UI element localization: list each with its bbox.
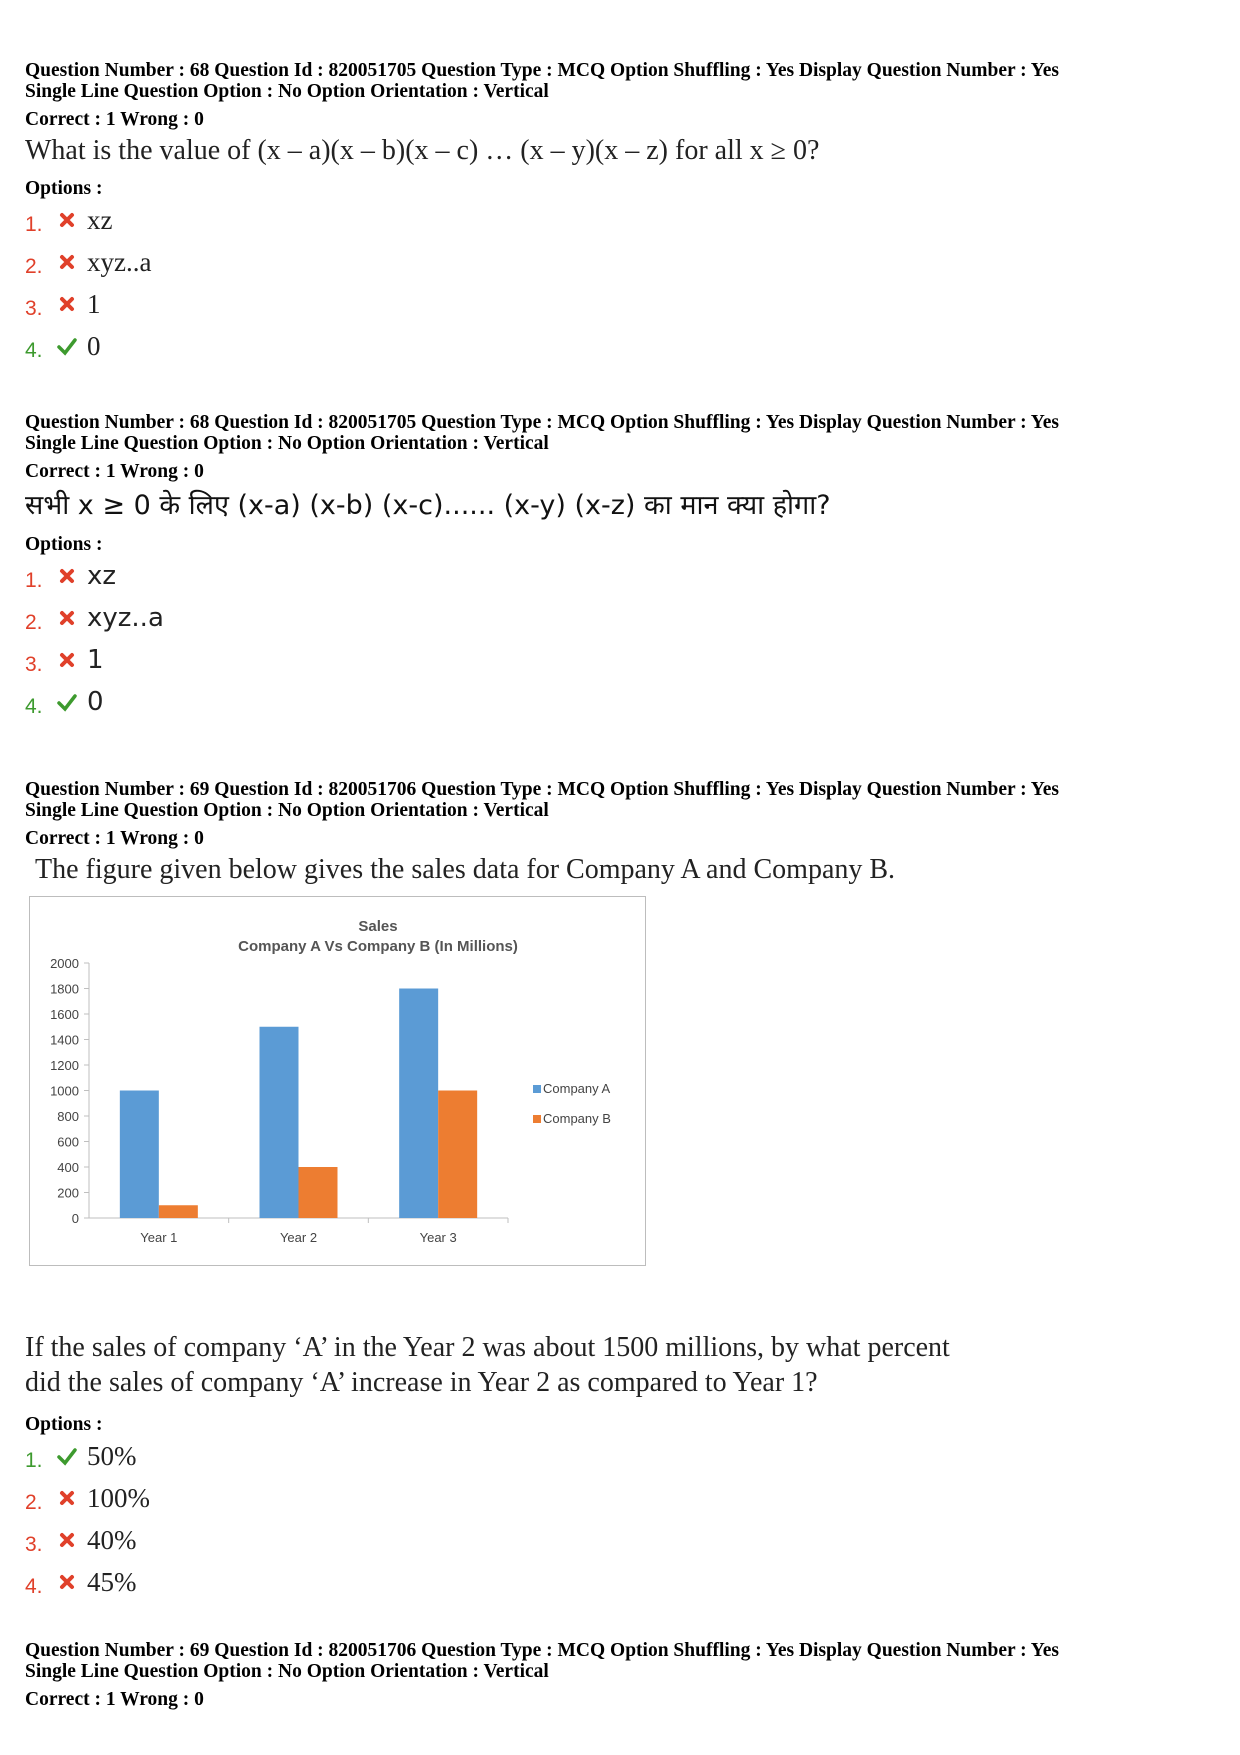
x-tick-label: Year 2 — [279, 1230, 318, 1245]
bar-company-b — [438, 1091, 477, 1219]
option-item — [25, 1435, 1215, 1477]
question-68-en — [25, 60, 1215, 367]
legend-swatch — [533, 1085, 541, 1093]
options-list — [25, 555, 1215, 723]
options-list — [25, 1435, 1215, 1603]
question-meta-2: Single Line Question Option : No Option Orientation : Vertical — [25, 433, 549, 454]
question-meta: Question Number : 69 Question Id : 820051706 Question Type : MCQ Option Shuffling : Yes Display Question Number : Yes — [25, 1640, 1059, 1661]
option-number: 3. — [25, 1533, 43, 1556]
y-tick-label: 800 — [57, 1109, 79, 1124]
option-number: 1. — [25, 569, 43, 592]
question-69-hi — [25, 1640, 1215, 1710]
bar-company-b — [159, 1205, 198, 1218]
cross-icon — [53, 210, 81, 230]
option-text: xz — [87, 561, 117, 591]
option-item — [25, 681, 1215, 723]
bar-company-a — [260, 1027, 299, 1218]
y-tick-label: 600 — [57, 1134, 79, 1150]
question-69-body — [25, 1330, 1215, 1603]
option-number: 4. — [25, 695, 43, 718]
x-tick-label: Year 1 — [140, 1230, 178, 1245]
y-tick-label: 1200 — [50, 1058, 79, 1073]
option-number: 3. — [25, 653, 43, 676]
option-item — [25, 597, 1215, 639]
question-intro: The figure given below gives the sales data for Company A and Company B. — [35, 854, 896, 885]
cross-icon — [53, 294, 81, 314]
option-item — [25, 1477, 1215, 1519]
cross-icon — [53, 1488, 81, 1508]
option-item — [25, 283, 1215, 325]
question-meta: Question Number : 68 Question Id : 820051705 Question Type : MCQ Option Shuffling : Yes Display Question Number : Yes — [25, 412, 1059, 433]
question-meta: Question Number : 69 Question Id : 820051706 Question Type : MCQ Option Shuffling : Yes Display Question Number : Yes — [25, 779, 1059, 800]
question-meta-2: Single Line Question Option : No Option Orientation : Vertical — [25, 800, 549, 821]
chart-subtitle: Company A Vs Company B (In Millions) — [238, 938, 518, 955]
option-number: 1. — [25, 1449, 43, 1472]
option-text: xyz..a — [87, 603, 164, 633]
option-text: 40% — [87, 1524, 137, 1555]
x-tick-label: Year 3 — [419, 1230, 457, 1245]
question-69-en — [25, 779, 1215, 887]
bar-company-a — [399, 989, 438, 1219]
legend-label: Company B — [543, 1111, 611, 1126]
options-label: Options : — [25, 1414, 103, 1435]
y-tick-label: 1400 — [50, 1032, 79, 1048]
check-icon — [53, 1446, 81, 1466]
y-tick-label: 2000 — [50, 956, 79, 971]
sales-chart — [29, 896, 646, 1266]
option-number: 3. — [25, 297, 43, 320]
y-tick-label: 1000 — [50, 1083, 79, 1099]
options-list — [25, 199, 1215, 367]
cross-icon — [53, 608, 81, 628]
cross-icon — [53, 252, 81, 272]
option-text: 1 — [87, 288, 101, 319]
option-number: 4. — [25, 1575, 43, 1598]
marks-info: Correct : 1 Wrong : 0 — [25, 109, 204, 130]
y-tick-label: 200 — [57, 1185, 79, 1201]
options-label: Options : — [25, 178, 103, 199]
cross-icon — [53, 650, 81, 670]
option-number: 2. — [25, 255, 43, 278]
option-item — [25, 555, 1215, 597]
y-tick-label: 0 — [71, 1211, 79, 1226]
cross-icon — [53, 566, 81, 586]
cross-icon — [53, 1530, 81, 1550]
marks-info: Correct : 1 Wrong : 0 — [25, 828, 204, 849]
bar-company-b — [299, 1167, 338, 1218]
check-icon — [53, 692, 81, 712]
option-text: 1 — [87, 645, 104, 675]
option-text: 50% — [87, 1440, 137, 1471]
marks-info: Correct : 1 Wrong : 0 — [25, 461, 204, 482]
option-number: 2. — [25, 1491, 43, 1514]
option-text: xz — [87, 204, 113, 235]
legend-swatch — [533, 1115, 541, 1123]
question-text: सभी x ≥ 0 के लिए (x-a) (x-b) (x-c)...... (x-y) (x-z) का मान क्या होगा? — [25, 490, 831, 521]
question-meta: Question Number : 68 Question Id : 820051705 Question Type : MCQ Option Shuffling : Yes Display Question Number : Yes — [25, 60, 1059, 81]
option-text: 0 — [87, 330, 101, 361]
option-text: 0 — [87, 687, 104, 717]
option-item — [25, 325, 1215, 367]
option-text: 100% — [87, 1482, 150, 1513]
option-text: xyz..a — [87, 246, 152, 277]
option-number: 4. — [25, 339, 43, 362]
option-item — [25, 1561, 1215, 1603]
question-meta-2: Single Line Question Option : No Option Orientation : Vertical — [25, 1661, 549, 1682]
cross-icon — [53, 1572, 81, 1592]
question-text-line2: did the sales of company ‘A’ increase in Year 2 as compared to Year 1? — [25, 1367, 818, 1398]
bar-company-a — [120, 1091, 159, 1219]
sales-bar-chart — [30, 897, 645, 1265]
option-number: 2. — [25, 611, 43, 634]
y-tick-label: 1800 — [50, 981, 79, 997]
option-text: 45% — [87, 1566, 137, 1597]
option-item — [25, 1519, 1215, 1561]
option-item — [25, 241, 1215, 283]
option-number: 1. — [25, 213, 43, 236]
y-tick-label: 1600 — [50, 1007, 79, 1022]
question-68-hi — [25, 412, 1215, 723]
legend-label: Company A — [543, 1081, 611, 1096]
y-tick-label: 400 — [57, 1160, 79, 1175]
marks-info: Correct : 1 Wrong : 0 — [25, 1689, 204, 1710]
chart-title: Sales — [358, 918, 398, 935]
check-icon — [53, 336, 81, 356]
options-label: Options : — [25, 534, 103, 555]
question-meta-2: Single Line Question Option : No Option Orientation : Vertical — [25, 81, 549, 102]
option-item — [25, 639, 1215, 681]
question-text-line1: If the sales of company ‘A’ in the Year 2 was about 1500 millions, by what percent — [25, 1332, 950, 1363]
question-text: What is the value of (x – a)(x – b)(x – c) … (x – y)(x – z) for all x ≥ 0? — [25, 135, 820, 166]
option-item — [25, 199, 1215, 241]
